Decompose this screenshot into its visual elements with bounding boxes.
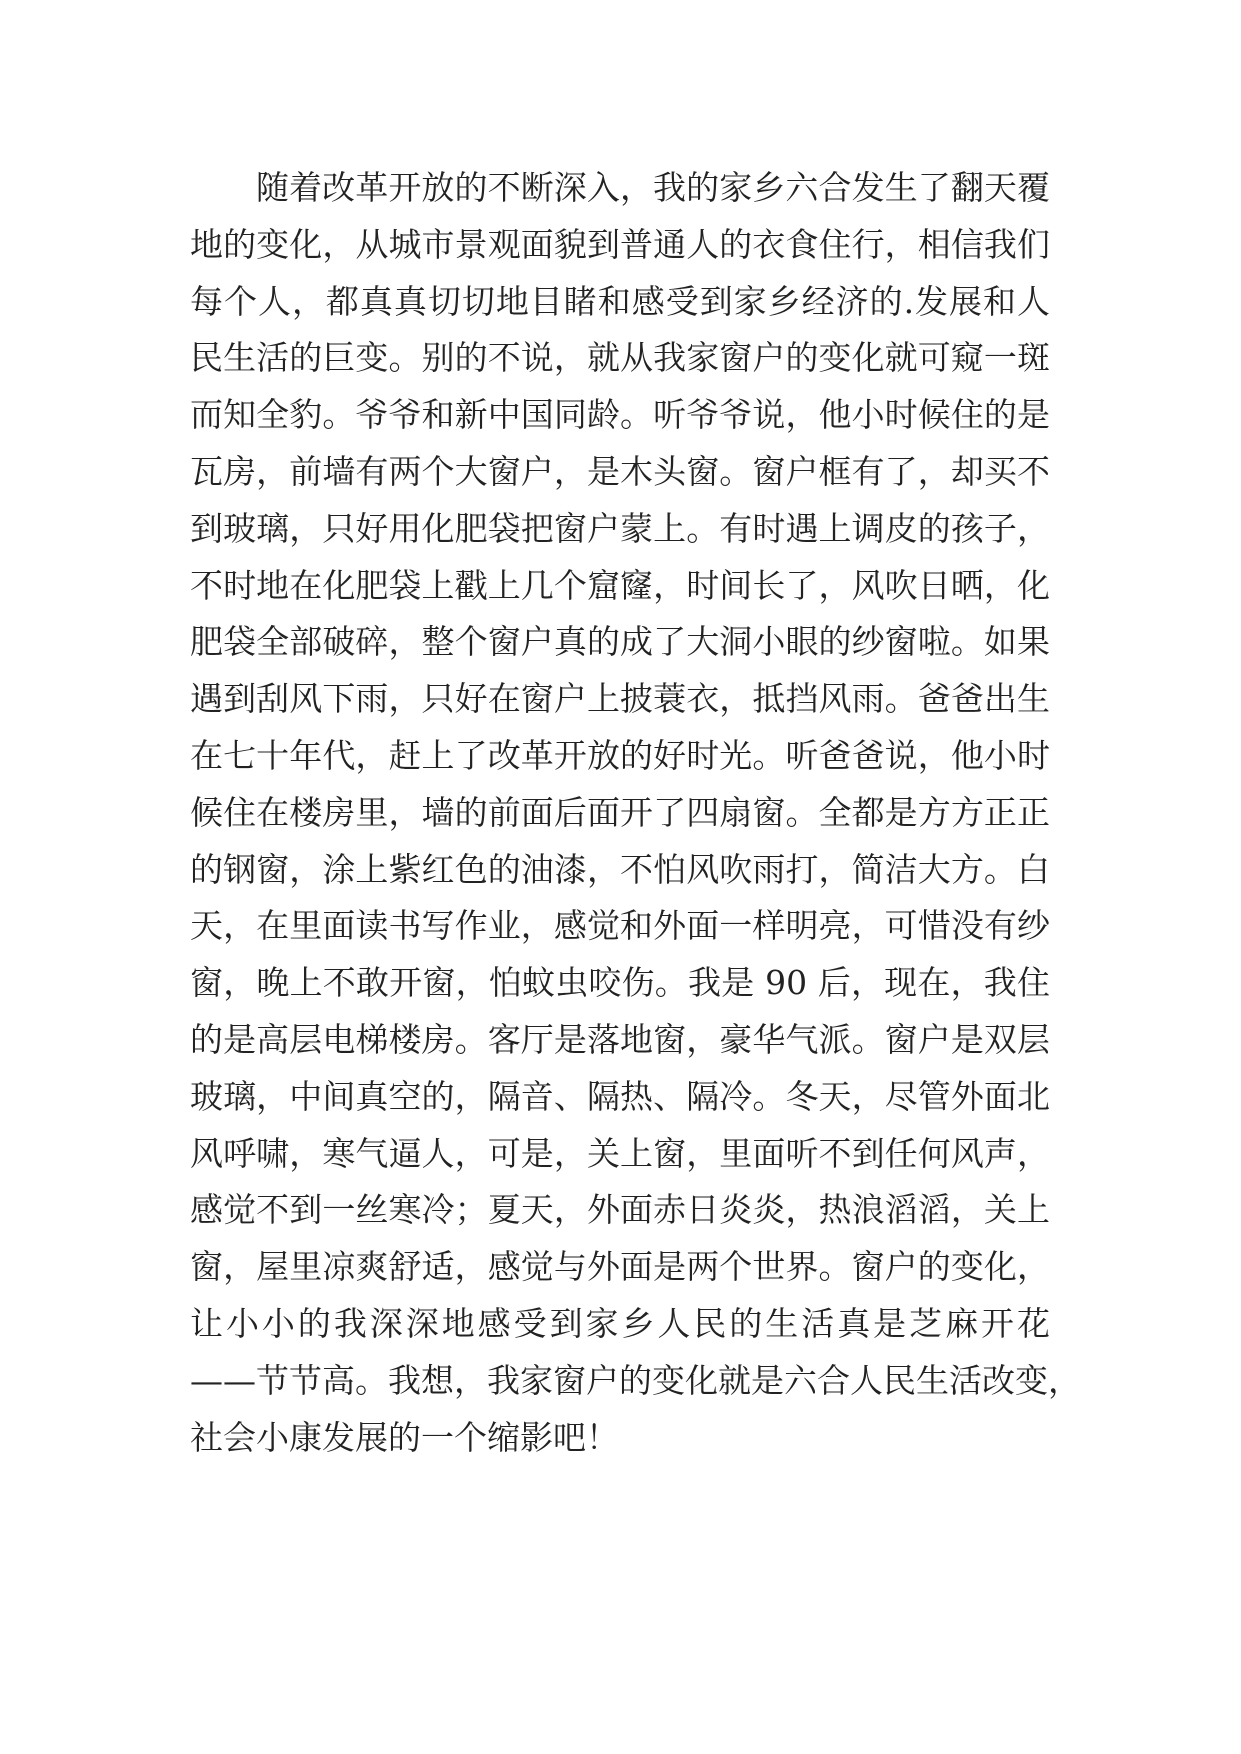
text-line: 随着改革开放的不断深入，我的家乡六合发生了翻天覆 bbox=[256, 168, 1050, 207]
text-line: 每个人，都真真切切地目睹和感受到家乡经济的.发展和人 bbox=[190, 281, 1050, 321]
text-line: 风呼啸，寒气逼人，可是，关上窗，里面听不到任何风声， bbox=[190, 1133, 1050, 1173]
text-line: 玻璃，中间真空的，隔音、隔热、隔冷。冬天，尽管外面北 bbox=[190, 1076, 1050, 1116]
text-line: 窗，屋里凉爽舒适，感觉与外面是两个世界。窗户的变化， bbox=[190, 1247, 1050, 1287]
text-line: 社会小康发展的一个缩影吧！ bbox=[190, 1417, 619, 1457]
text-line: 肥袋全部破碎，整个窗户真的成了大洞小眼的纱窗啦。如果 bbox=[190, 622, 1050, 662]
text-line: ——节节高。我想，我家窗户的变化就是六合人民生活改变， bbox=[190, 1360, 1081, 1400]
text-line: 感觉不到一丝寒冷；夏天，外面赤日炎炎，热浪滔滔，关上 bbox=[190, 1190, 1050, 1230]
text-line: 的钢窗，涂上紫红色的油漆，不怕风吹雨打，简洁大方。白 bbox=[190, 849, 1050, 889]
text-line: 天，在里面读书写作业，感觉和外面一样明亮，可惜没有纱 bbox=[190, 906, 1050, 946]
text-line: 的是高层电梯楼房。客厅是落地窗，豪华气派。窗户是双层 bbox=[190, 1019, 1050, 1059]
text-line: 到玻璃，只好用化肥袋把窗户蒙上。有时遇上调皮的孩子， bbox=[190, 508, 1050, 548]
text-line: 在七十年代，赶上了改革开放的好时光。听爸爸说，他小时 bbox=[190, 735, 1050, 775]
text-line: 地的变化，从城市景观面貌到普通人的衣食住行，相信我们 bbox=[190, 224, 1050, 264]
text-line: 遇到刮风下雨，只好在窗户上披蓑衣，抵挡风雨。爸爸出生 bbox=[190, 679, 1050, 719]
text-line: 而知全豹。爷爷和新中国同龄。听爷爷说，他小时候住的是 bbox=[190, 395, 1050, 435]
text-line: 窗，晚上不敢开窗，怕蚊虫咬伤。我是 90 后，现在，我住 bbox=[190, 963, 1050, 1003]
text-line: 瓦房，前墙有两个大窗户，是木头窗。窗户框有了，却买不 bbox=[190, 451, 1050, 491]
text-line: 让小小的我深深地感受到家乡人民的生活真是芝麻开花 bbox=[190, 1303, 1050, 1343]
essay-body bbox=[190, 160, 1081, 1466]
text-line: 不时地在化肥袋上戳上几个窟窿，时间长了，风吹日晒，化 bbox=[190, 565, 1050, 605]
text-line: 候住在楼房里，墙的前面后面开了四扇窗。全都是方方正正 bbox=[190, 792, 1050, 832]
text-line: 民生活的巨变。别的不说，就从我家窗户的变化就可窥一斑 bbox=[190, 338, 1050, 378]
